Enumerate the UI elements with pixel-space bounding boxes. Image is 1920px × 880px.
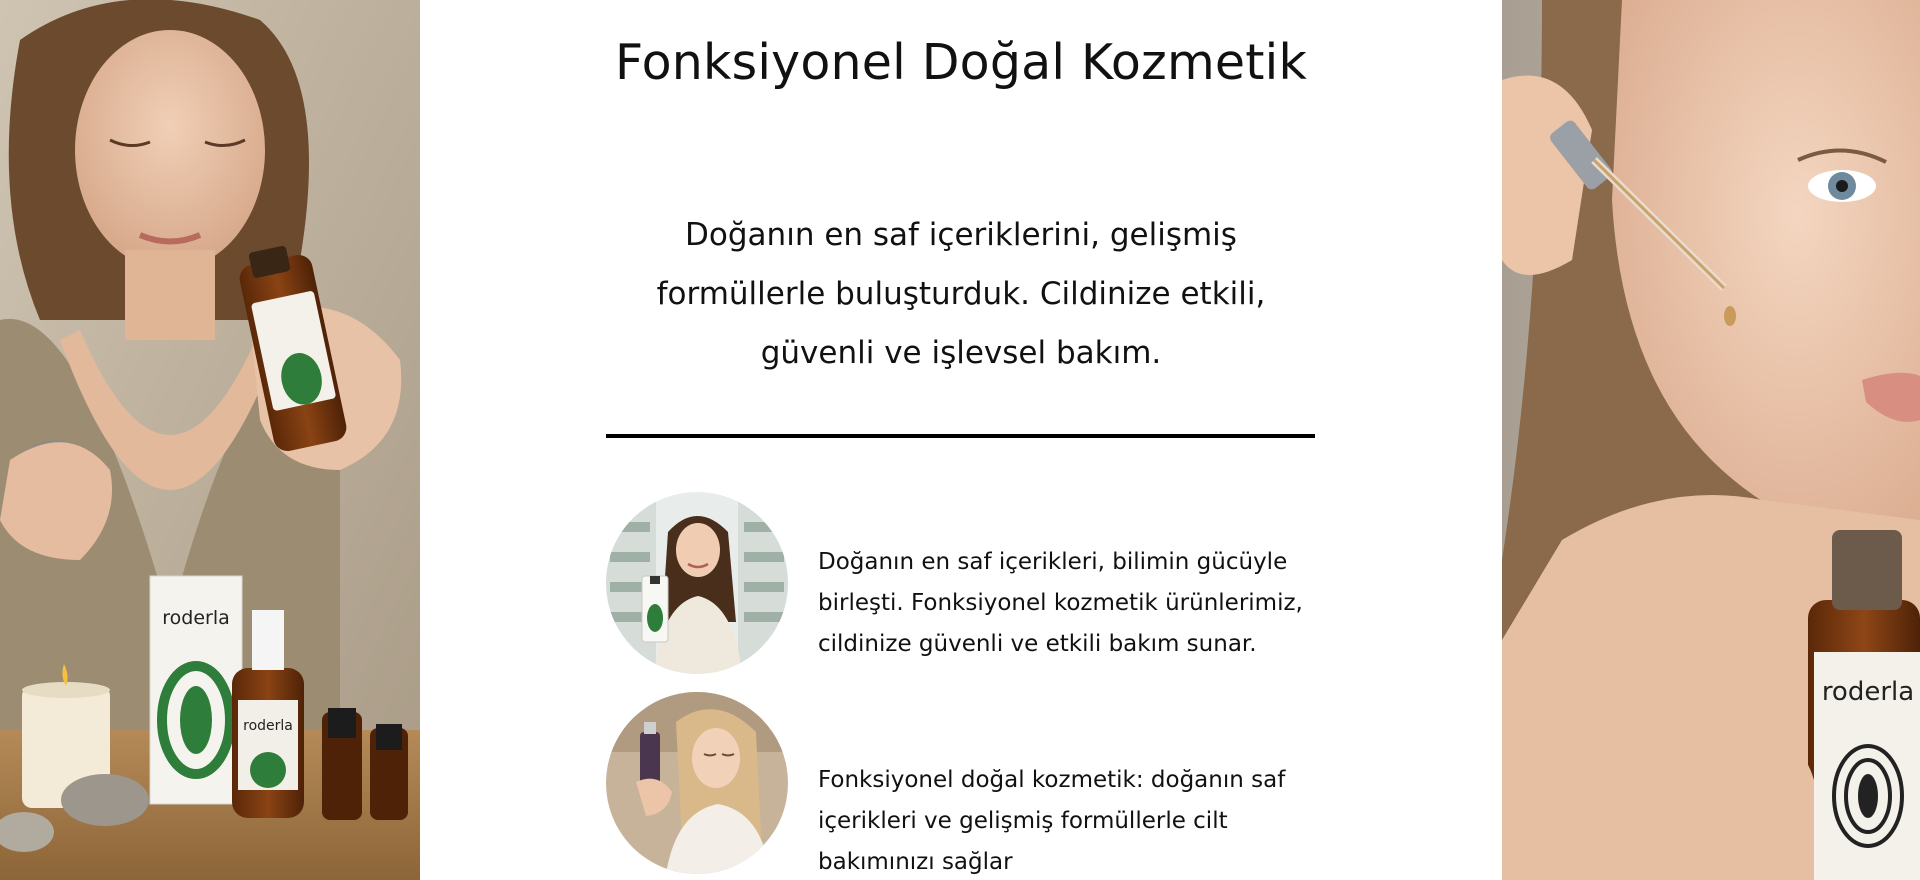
svg-text:roderla: roderla <box>162 607 230 629</box>
feature-text: Fonksiyonel doğal kozmetik: doğanın saf içerikleri ve gelişmiş formüllerle cilt bakımınızı sağlar <box>818 767 1286 875</box>
section-divider <box>606 434 1315 438</box>
page-title: Fonksiyonel Doğal Kozmetik <box>614 34 1308 91</box>
feature-text: Doğanın en saf içerikleri, bilimin gücüyle birleşti. Fonksiyonel kozmetik ürünlerimiz, cildinize güvenli ve etkili bakım sunar. <box>818 549 1303 657</box>
feature-photo-spray <box>606 692 788 874</box>
left-hero-photo <box>0 0 420 880</box>
bottle-brand-text: roderla <box>1821 677 1915 707</box>
feature-photo-pharmacy <box>606 492 788 674</box>
main-content <box>420 0 1502 880</box>
right-hero-photo <box>1502 0 1920 880</box>
intro-paragraph: Doğanın en saf içeriklerini, gelişmiş formüllerle buluşturduk. Cildinize etkili, güvenli ve işlevsel bakım. <box>656 217 1266 371</box>
svg-text:roderla: roderla <box>243 718 293 734</box>
